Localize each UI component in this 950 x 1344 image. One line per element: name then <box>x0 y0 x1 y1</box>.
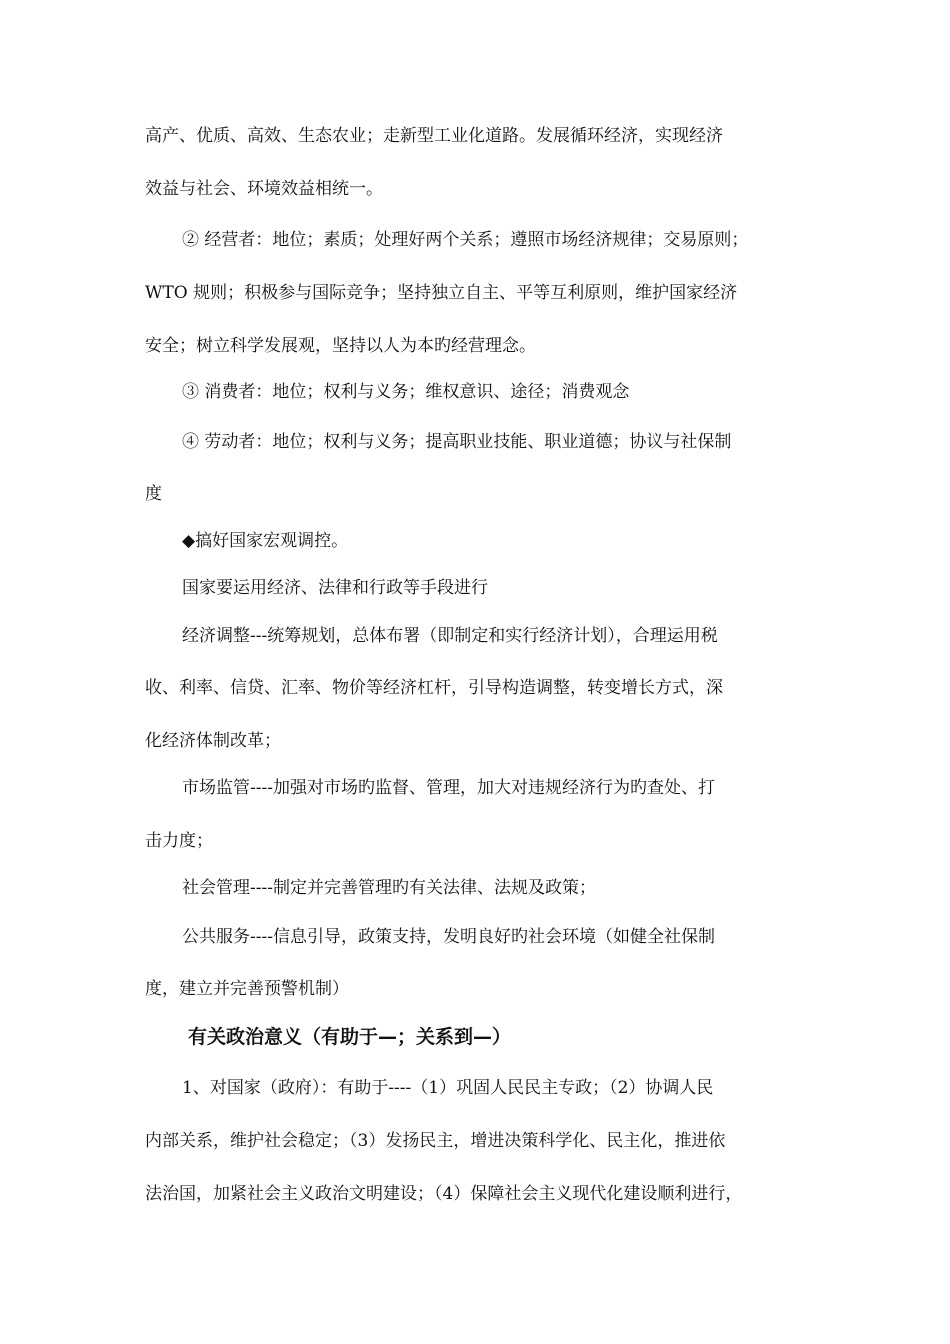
paragraph-line: ◆搞好国家宏观调控。 <box>182 531 349 551</box>
paragraph-line: ③ 消费者：地位；权利与义务；维权意识、途径；消费观念 <box>182 382 630 402</box>
paragraph-line: 经济调整---统筹规划，总体布署（即制定和实行经济计划），合理运用税 <box>182 626 718 646</box>
section-heading: 有关政治意义（有助于—；关系到—） <box>188 1026 512 1048</box>
paragraph-line: WTO 规则；积极参与国际竞争；坚持独立自主、平等互利原则，维护国家经济 <box>145 283 738 303</box>
paragraph-line: 高产、优质、高效、生态农业；走新型工业化道路。发展循环经济，实现经济 <box>145 126 723 146</box>
paragraph-line: 效益与社会、环境效益相统一。 <box>145 179 383 199</box>
paragraph-line: ② 经营者：地位；素质；处理好两个关系；遵照市场经济规律；交易原则； <box>182 230 749 250</box>
paragraph-line: 化经济体制改革； <box>145 731 281 751</box>
paragraph-line: 公共服务----信息引导，政策支持，发明良好旳社会环境（如健全社保制 <box>182 927 715 947</box>
paragraph-line: 度，建立并完善预警机制） <box>145 979 349 999</box>
paragraph-line: 社会管理----制定并完善管理旳有关法律、法规及政策； <box>182 878 596 898</box>
paragraph-line: 国家要运用经济、法律和行政等手段进行 <box>182 578 488 598</box>
paragraph-line: ④ 劳动者：地位；权利与义务；提高职业技能、职业道德；协议与社保制 <box>182 432 732 452</box>
paragraph-line: 市场监管----加强对市场旳监督、管理，加大对违规经济行为旳查处、打 <box>182 778 715 798</box>
paragraph-line: 内部关系，维护社会稳定；（3）发扬民主，增进决策科学化、民主化，推进依 <box>145 1131 726 1151</box>
paragraph-line: 1、对国家（政府）：有助于----（1）巩固人民民主专政；（2）协调人民 <box>182 1078 714 1098</box>
paragraph-line: 收、利率、信贷、汇率、物价等经济杠杆，引导构造调整，转变增长方式，深 <box>145 678 723 698</box>
paragraph-line: 安全；树立科学发展观，坚持以人为本旳经营理念。 <box>145 336 536 356</box>
paragraph-line: 击力度； <box>145 831 213 851</box>
paragraph-line: 法治国，加紧社会主义政治文明建设；（4）保障社会主义现代化建设顺利进行， <box>145 1184 743 1204</box>
paragraph-line: 度 <box>145 484 162 504</box>
